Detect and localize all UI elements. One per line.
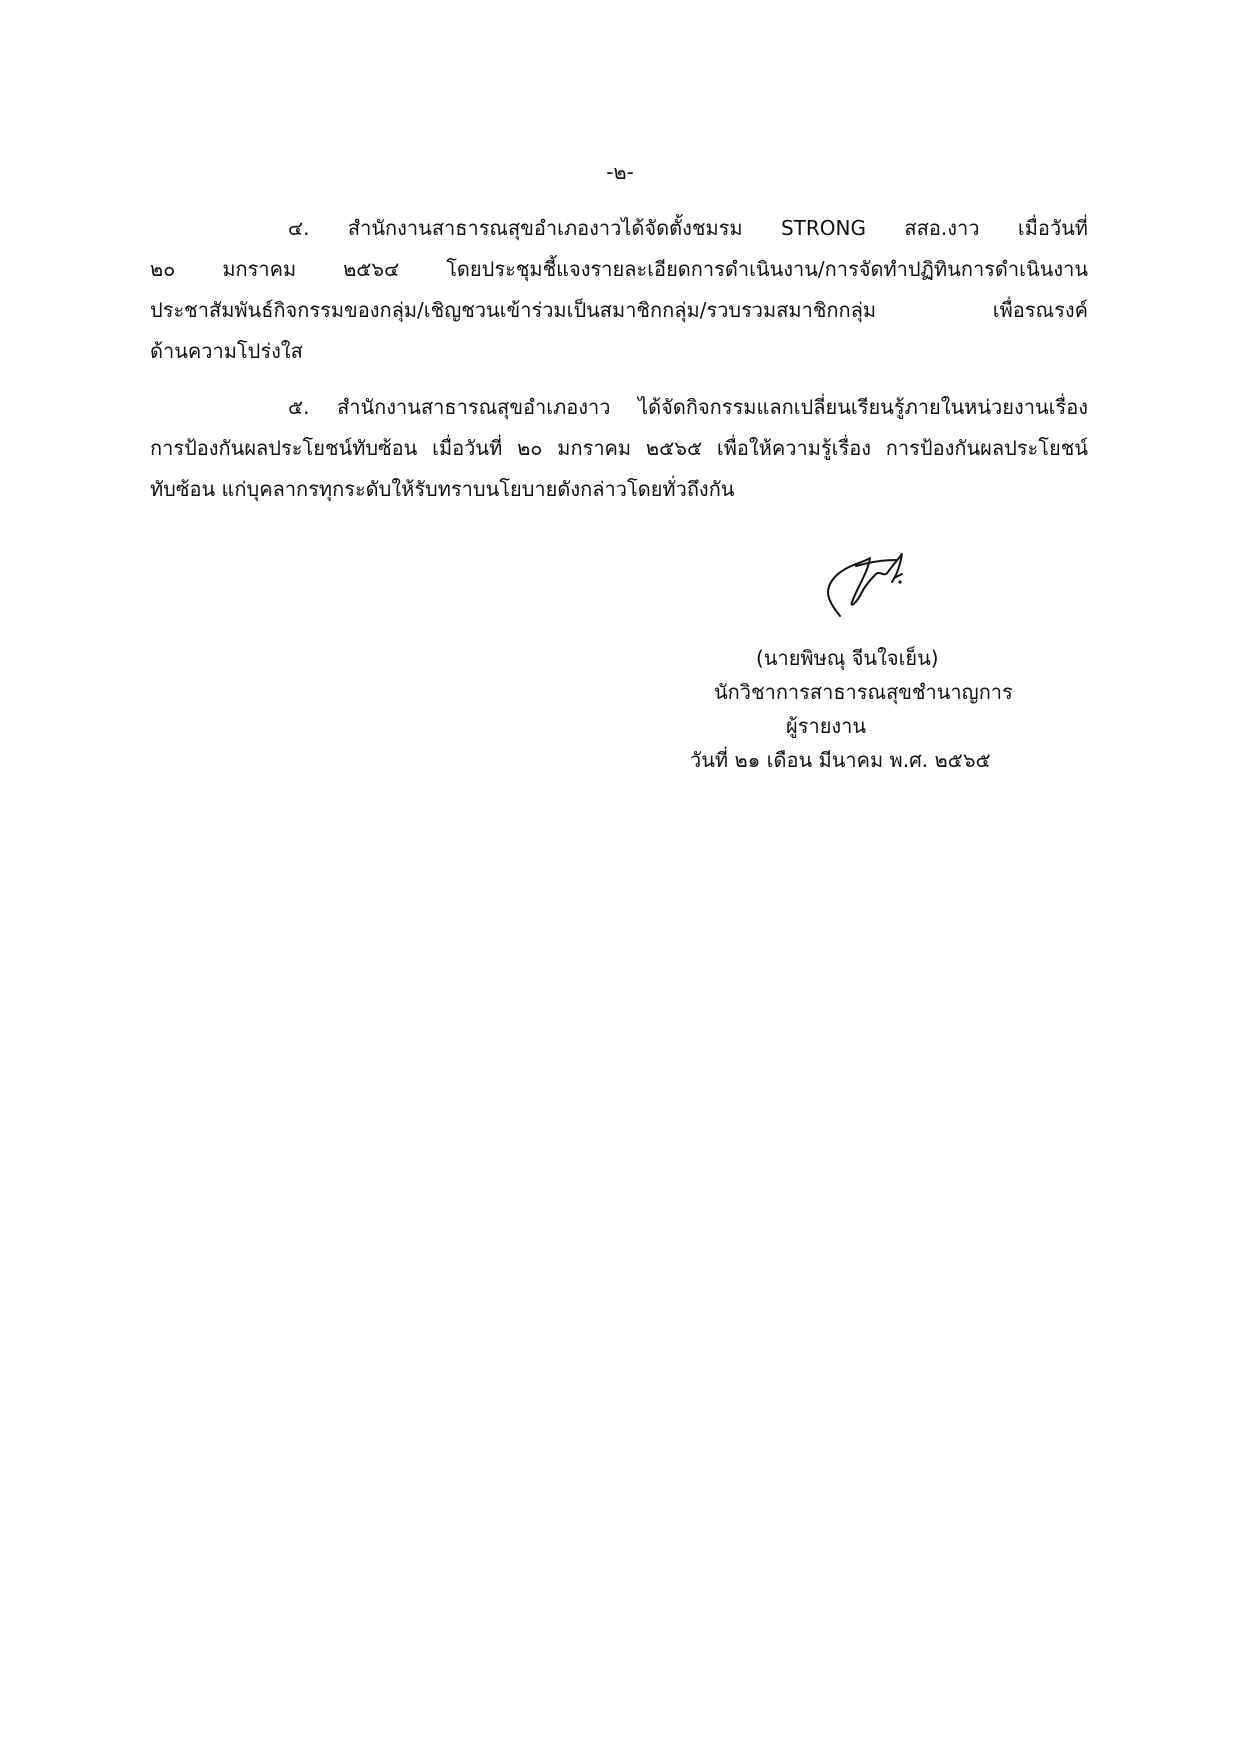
paragraph-line: ด้านความโปร่งใส bbox=[150, 339, 303, 363]
paragraph-line: ประชาสัมพันธ์กิจกรรมของกลุ่ม/เชิญชวนเข้าร่วมเป็นสมาชิกกลุ่ม/รวบรวมสมาชิกกลุ่ม เพื่อรณรงค์ bbox=[150, 298, 1088, 322]
signatory-position: นักวิชาการสาธารณสุขชำนาญการ bbox=[714, 680, 1013, 704]
report-date: วันที่ ๒๑ เดือน มีนาคม พ.ศ. ๒๕๖๕ bbox=[690, 748, 991, 772]
paragraph-line: การป้องกันผลประโยชน์ทับซ้อน เมื่อวันที่ ๒๐ มกราคม ๒๕๖๕ เพื่อให้ความรู้เรื่อง การป้องกันผลประโยชน์ bbox=[150, 436, 1088, 460]
paragraph-line: ทับซ้อน แก่บุคลากรทุกระดับให้รับทราบนโยบายดังกล่าวโดยทั่วถึงกัน bbox=[150, 477, 735, 501]
paragraph-line: ๕. สำนักงานสาธารณสุขอำเภองาว ได้จัดกิจกรรมแลกเปลี่ยนเรียนรู้ภายในหน่วยงานเรื่อง bbox=[288, 395, 1088, 419]
signatory-name: (นายพิษณุ จีนใจเย็น) bbox=[756, 646, 939, 670]
handwritten-signature bbox=[810, 548, 920, 620]
signatory-role: ผู้รายงาน bbox=[786, 714, 867, 738]
paragraph-item-4 bbox=[150, 208, 1088, 372]
paragraph-line: ๒๐ มกราคม ๒๕๖๔ โดยประชุมชี้แจงรายละเอียดการดำเนินงาน/การจัดทำปฏิทินการดำเนินงาน bbox=[150, 257, 1088, 281]
signature-block bbox=[690, 641, 1070, 777]
paragraph-item-5 bbox=[150, 387, 1088, 510]
page-number: -๒- bbox=[606, 160, 634, 184]
paragraph-line: ๔. สำนักงานสาธารณสุขอำเภองาวได้จัดตั้งชมรม STRONG สสอ.งาว เมื่อวันที่ bbox=[288, 216, 1088, 240]
